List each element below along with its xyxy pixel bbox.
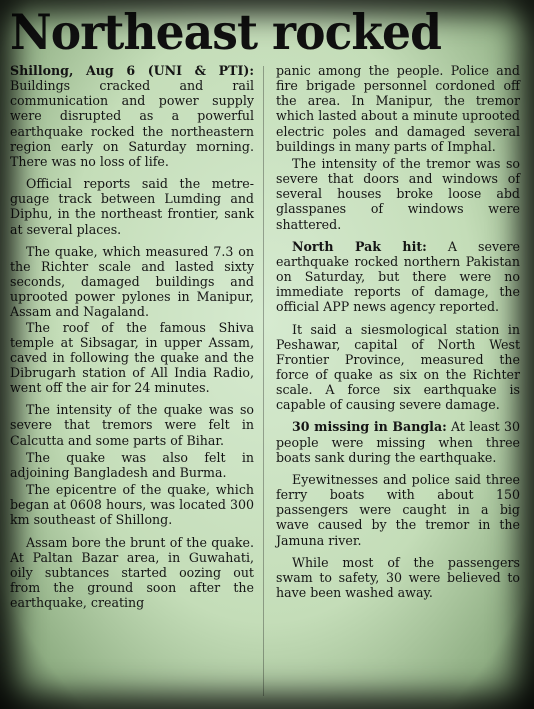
column-divider: [263, 66, 264, 696]
paragraph: The roof of the famous Shiva temple at Sibsagar, in upper Assam, caved in following the quake and the Dibrugarh station of All India Radio, went off the air for 24 minutes.: [10, 319, 254, 396]
paragraph-bangla: [276, 419, 520, 464]
paragraph-text: At least 30 people were missing when three boats sank during the earthquake.: [276, 419, 521, 465]
paragraph: The quake was also felt in adjoining Bangladesh and Burma.: [10, 449, 254, 480]
paragraph: It said a siesmological station in Peshawar, capital of North West Frontier Province, measured the force of quake as six on the Richter scale. A force six earthquake is capable of causing severe damage.: [276, 321, 520, 413]
paragraph: The intensity of the quake was so severe that tremors were felt in Calcutta and some parts of Bihar.: [10, 402, 254, 448]
paragraph-text: A severe earthquake rocked northern Pakistan on Saturday, but there were no immediate reports of damage, the official APP news agency reported.: [276, 238, 520, 315]
paragraph-north-pak: [276, 239, 520, 315]
lead-text: Buildings cracked and rail communication and power supply were disrupted as a powerful earthquake rocked the northeastern region early on Saturday morning. There was no loss of life.: [10, 78, 254, 169]
paragraph: While most of the passengers swam to safety, 30 were believed to have been washed away.: [276, 554, 520, 600]
article-column-right: [276, 63, 520, 600]
dateline: Shillong, Aug 6 (UNI & PTI):: [10, 63, 254, 78]
paragraph: Assam bore the brunt of the quake. At Paltan Bazar area, in Guwahati, oily subtances started oozing out from the ground soon after the earthquake, creating: [10, 534, 254, 611]
paragraph: Eyewitnesses and police said three ferry boats with about 150 passengers were caught in a big wave caused by the tremor in the Jamuna river.: [276, 471, 520, 548]
paragraph: Official reports said the metre-guage track between Lumding and Diphu, in the northeast frontier, sank at several places.: [10, 176, 254, 237]
lead-paragraph: [10, 63, 254, 169]
paragraph: The epicentre of the quake, which began at 0608 hours, was located 300 km southeast of Shillong.: [10, 482, 254, 528]
article-column-left: [10, 63, 254, 610]
headline: Northeast rocked: [10, 3, 442, 61]
paragraph: The quake, which measured 7.3 on the Richter scale and lasted sixty seconds, damaged buildings and uprooted power pylones in Manipur, Assam and Nagaland.: [10, 243, 254, 320]
subheading-north-pak: North Pak hit:: [292, 238, 427, 254]
paragraph: panic among the people. Police and fire brigade personnel cordoned off the area. In Manipur, the tremor which lasted about a minute uprooted electric poles and damaged several buildings in many parts of Imphal.: [276, 63, 520, 154]
subheading-bangla: 30 missing in Bangla:: [292, 419, 447, 435]
paragraph: The intensity of the tremor was so severe that doors and windows of several houses broke loose abd glasspanes of windows were shattered.: [276, 155, 520, 232]
